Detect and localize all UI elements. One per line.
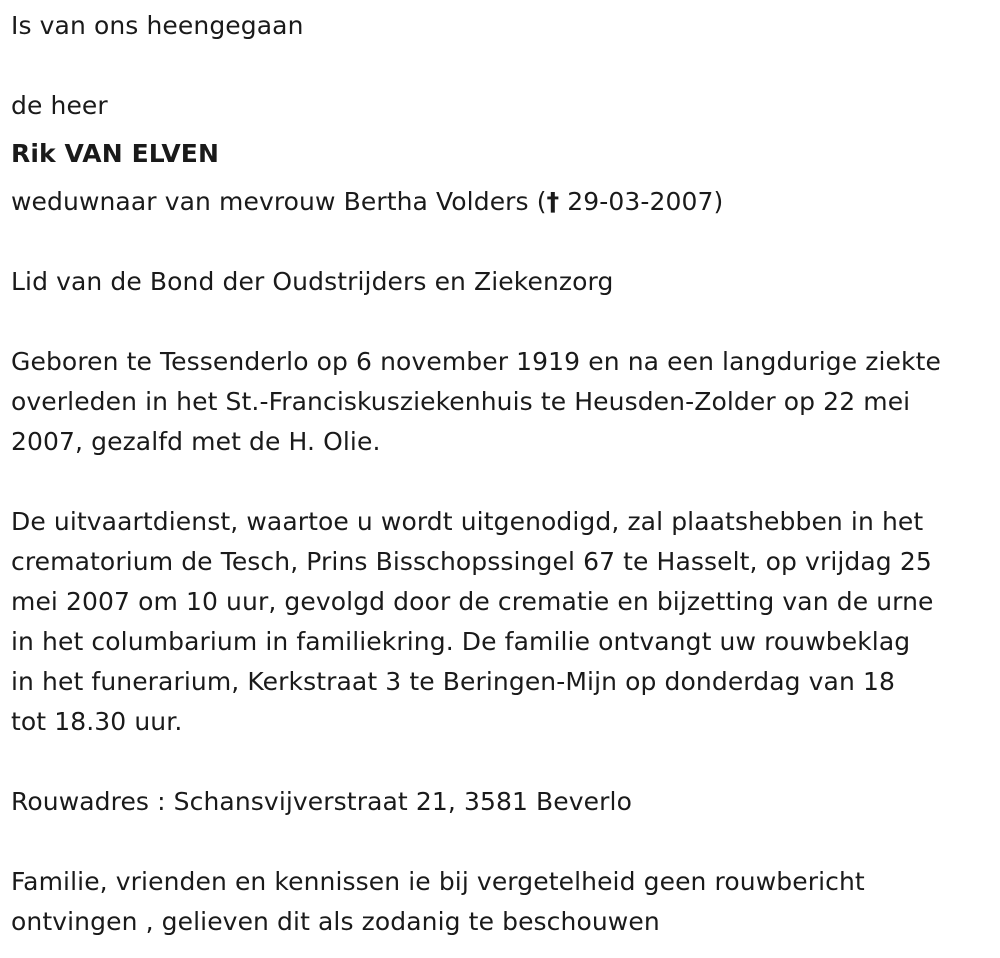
- birth-death-paragraph: [11, 342, 991, 462]
- salutation-text: de heer: [11, 91, 108, 120]
- mourning-address: Rouwadres : Schansvijverstraat 21, 3581 Beverlo: [11, 787, 632, 816]
- paragraph-line: crematorium de Tesch, Prins Bisschopssingel 67 te Hasselt, op vrijdag 25: [11, 547, 932, 576]
- spacer: [11, 462, 991, 502]
- paragraph-line: in het columbarium in familiekring. De familie ontvangt uw rouwbeklag: [11, 627, 911, 656]
- spacer: [11, 822, 991, 862]
- paragraph-line: ontvingen , gelieven dit als zodanig te beschouwen: [11, 907, 660, 936]
- paragraph-line: overleden in het St.-Franciskusziekenhuis te Heusden-Zolder op 22 mei: [11, 387, 911, 416]
- spacer: [11, 126, 991, 134]
- spacer: [11, 46, 991, 86]
- closing-paragraph: [11, 862, 991, 942]
- widower-date: 29-03-2007): [559, 187, 724, 216]
- spacer: [11, 742, 991, 782]
- deceased-name: Rik VAN ELVEN: [11, 139, 219, 168]
- intro-text: Is van ons heengegaan: [11, 11, 304, 40]
- paragraph-line: Familie, vrienden en kennissen ie bij vergetelheid geen rouwbericht: [11, 867, 865, 896]
- paragraph-line: Geboren te Tessenderlo op 6 november 1919 en na een langdurige ziekte: [11, 347, 941, 376]
- widower-prefix: weduwnaar van mevrouw Bertha Volders (: [11, 187, 547, 216]
- spacer: [11, 302, 991, 342]
- spacer: [11, 174, 991, 182]
- cross-icon: †: [546, 187, 560, 216]
- spacer: [11, 222, 991, 262]
- paragraph-line: mei 2007 om 10 uur, gevolgd door de crematie en bijzetting van de urne: [11, 587, 934, 616]
- death-notice: [11, 6, 991, 942]
- paragraph-line: 2007, gezalfd met de H. Olie.: [11, 427, 381, 456]
- membership-text: Lid van de Bond der Oudstrijders en Ziekenzorg: [11, 267, 614, 296]
- paragraph-line: tot 18.30 uur.: [11, 707, 183, 736]
- paragraph-line: in het funerarium, Kerkstraat 3 te Beringen-Mijn op donderdag van 18: [11, 667, 895, 696]
- paragraph-line: De uitvaartdienst, waartoe u wordt uitgenodigd, zal plaatshebben in het: [11, 507, 924, 536]
- funeral-paragraph: [11, 502, 991, 742]
- widower-line: [11, 182, 991, 222]
